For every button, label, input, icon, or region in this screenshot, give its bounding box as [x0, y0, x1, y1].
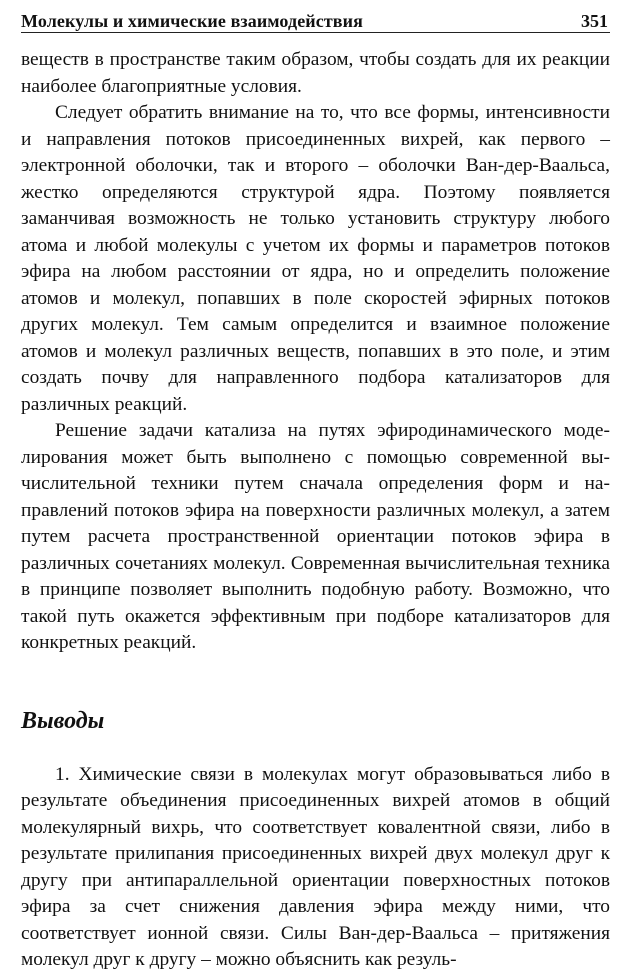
- body-text: [21, 47, 610, 657]
- paragraph: Решение задачи катализа на путях эфиродинамического моделирования может быть выполнено с помощью современной вычислительной техники путем сначала определения форм и направлений потоков эфира на поверхности различных молекул, а затем путем расчета пространственной ориентации потоков эфира в различных сочетаниях молекул. Современная вычислительная техника в принципе позволяет выполнить подобную работу. Возможно, что такой путь окажется эффективным при подборе катализаторов для конкретных реакций.: [21, 420, 610, 653]
- conclusion-item: 1. Химические связи в молекулах могут образовываться либо в результате объединения присоединенных вихрей атомов в общий молекулярный вихрь, что соответствует ковалентной связи, либо в результате прилипания присоединенных вихрей двух молекул друг к другу при антипараллельной ориентации поверхностных потоков эфира за счет снижения давления эфира между ними, что соответствует ионной связи. Силы Ван-дер-Ваальса – притяжения молекул друг к другу – можно объяснить как резуль-: [21, 763, 610, 970]
- section-heading: Выводы: [21, 707, 105, 734]
- page-number: 351: [581, 11, 608, 31]
- paragraph: Следует обратить внимание на то, что все формы, интенсивности и направления потоков присоединенных вихрей, как первого – электронной оболочки, так и второго – оболочки Ван-дер-Ваальса, жестко определяются структурой ядра. Поэтому появляется заманчивая возможность не только установить структуру любого атома и любой молекулы с учетом их формы и параметров потоков эфира на любом расстоянии от ядра, но и определить положение атомов и молекул, попавших в поле скоростей эфирных потоков других молекул. Тем самым определится и взаимное положение атомов и молекул различных веществ, попавших в это поле, и этим создать почву для направленного подбора катализаторов для различных реакций.: [21, 102, 610, 415]
- running-header: [21, 8, 610, 33]
- book-page: [21, 8, 610, 974]
- paragraph: веществ в пространстве таким образом, чтобы создать для их реакции наиболее благоприятные условия.: [21, 49, 610, 97]
- chapter-title: Молекулы и химические взаимодействия: [21, 11, 363, 31]
- conclusions-list: [21, 762, 610, 974]
